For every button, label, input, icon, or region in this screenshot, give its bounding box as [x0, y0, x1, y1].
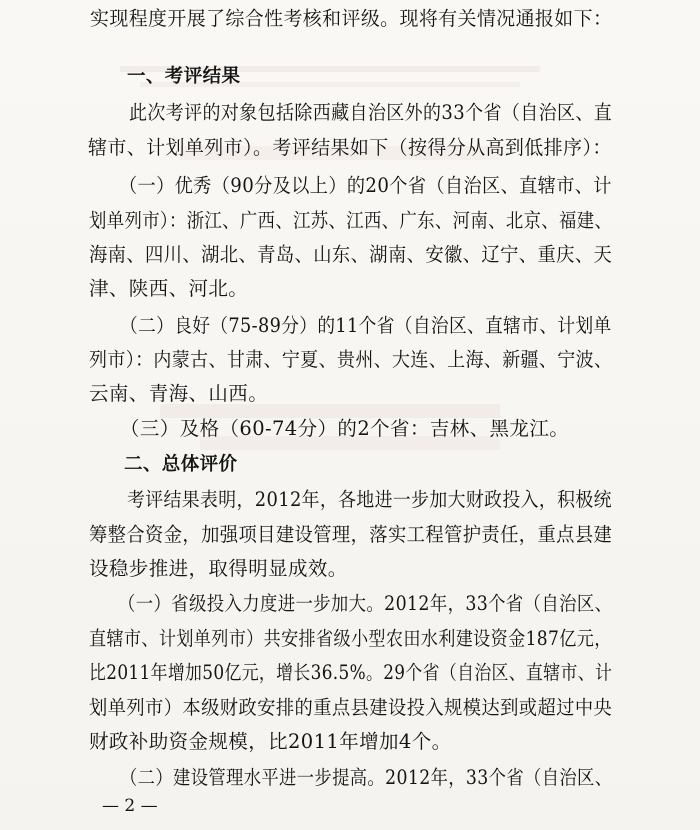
- text-line-18: 直辖市、计划单列市）共安排省级小型农田水利建设资金187亿元，: [89, 627, 612, 650]
- text-line-5: （一）优秀（90分及以上）的20个省（自治区、直辖市、计: [119, 174, 612, 197]
- text-line-8: 津、陕西、河北。: [89, 277, 249, 300]
- page-number: — 2 —: [102, 796, 158, 816]
- text-line-14: 考评结果表明，2012年，各地进一步加大财政投入，积极统: [127, 488, 612, 511]
- text-line-11: 云南、青海、山西。: [89, 382, 269, 405]
- text-line-16: 设稳步推进，取得明显成效。: [89, 557, 348, 580]
- text-line-20: 划单列市）本级财政安排的重点县建设投入规模达到或超过中央: [89, 696, 613, 719]
- text-line-9: （二）良好（75-89分）的11个省（自治区、直辖市、计划单: [120, 314, 612, 337]
- text-line-4: 辖市、计划单列市）。考评结果如下（按得分从高到低排序）：: [88, 136, 612, 159]
- text-line-6: 划单列市）：浙江、广西、江苏、江西、广东、河南、北京、福建、: [89, 209, 613, 232]
- text-line-21: 财政补助资金规模，比2011年增加4个。: [89, 730, 452, 753]
- text-line-15: 筹整合资金，加强项目建设管理，落实工程管护责任，重点县建: [89, 523, 613, 546]
- text-line-17: （一）省级投入力度进一步加大。2012年，33个省（自治区、: [118, 592, 613, 615]
- text-line-7: 海南、四川、湖北、青岛、山东、湖南、安徽、辽宁、重庆、天: [89, 243, 613, 266]
- text-line-19: 比2011年增加50亿元，增长36.5%。29个省（自治区、直辖市、计: [89, 661, 613, 684]
- section-heading-evaluation: 二、总体评价: [124, 454, 238, 475]
- text-line-10: 列市）：内蒙古、甘肃、宁夏、贵州、大连、上海、新疆、宁波、: [89, 348, 613, 371]
- text-line-12: （三）及格（60-74分）的2个省：吉林、黑龙江。: [120, 417, 570, 440]
- text-line-3: 此次考评的对象包括除西藏自治区外的33个省（自治区、直: [129, 101, 613, 124]
- section-heading-results: 一、考评结果: [127, 66, 241, 87]
- text-line-22: （二）建设管理水平进一步提高。2012年，33个省（自治区、: [120, 766, 613, 789]
- text-line-1: 实现程度开展了综合性考核和评级。现将有关情况通报如下：: [90, 7, 613, 30]
